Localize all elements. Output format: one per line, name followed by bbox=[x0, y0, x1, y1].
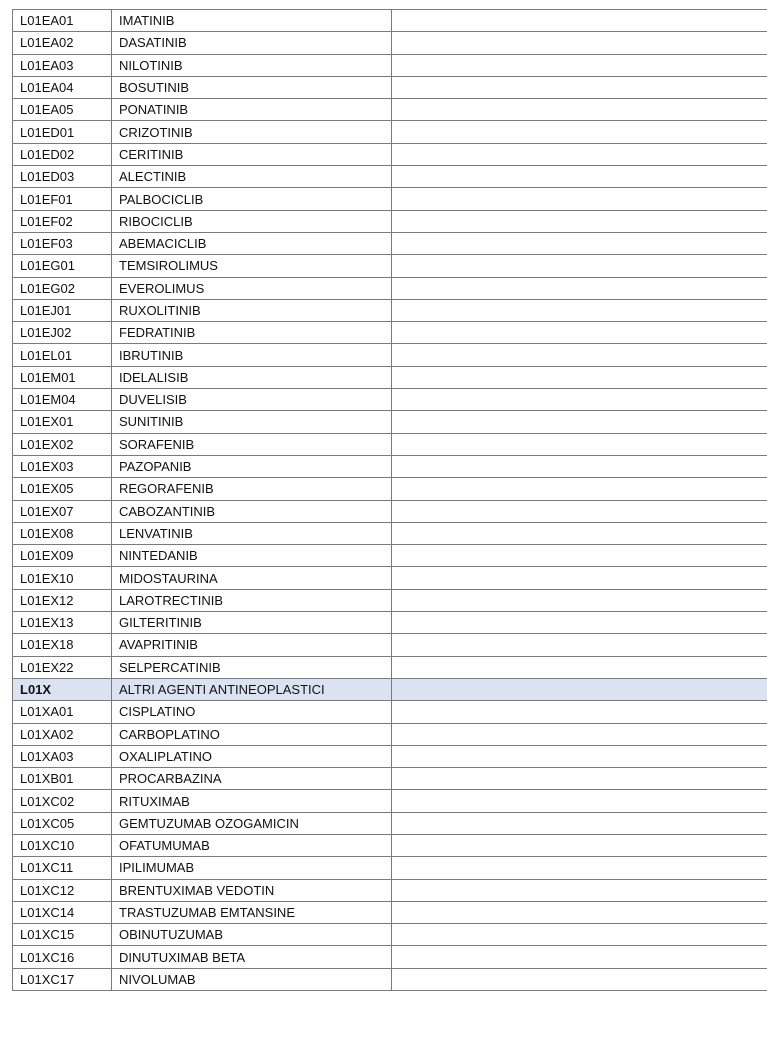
drug-name-cell: NILOTINIB bbox=[112, 54, 392, 76]
table-row bbox=[13, 232, 767, 254]
drug-name-cell: AVAPRITINIB bbox=[112, 634, 392, 656]
atc-code-cell: L01XC10 bbox=[13, 834, 112, 856]
table-row bbox=[13, 656, 767, 678]
table-row bbox=[13, 634, 767, 656]
atc-code-cell: L01EX12 bbox=[13, 589, 112, 611]
empty-cell bbox=[392, 834, 767, 856]
empty-cell bbox=[392, 634, 767, 656]
empty-cell bbox=[392, 678, 767, 700]
drug-name-cell: ALECTINIB bbox=[112, 166, 392, 188]
atc-code-cell: L01EF02 bbox=[13, 210, 112, 232]
drug-name-cell: PROCARBAZINA bbox=[112, 768, 392, 790]
drug-name-cell: RIBOCICLIB bbox=[112, 210, 392, 232]
empty-cell bbox=[392, 322, 767, 344]
atc-code-cell: L01EJ01 bbox=[13, 299, 112, 321]
table-row bbox=[13, 589, 767, 611]
table-row bbox=[13, 143, 767, 165]
atc-code-cell: L01EA01 bbox=[13, 10, 112, 32]
table-row bbox=[13, 857, 767, 879]
empty-cell bbox=[392, 478, 767, 500]
atc-code-cell: L01EA05 bbox=[13, 99, 112, 121]
drug-name-cell: OBINUTUZUMAB bbox=[112, 924, 392, 946]
atc-code-cell: L01XC02 bbox=[13, 790, 112, 812]
drug-name-cell: DINUTUXIMAB BETA bbox=[112, 946, 392, 968]
empty-cell bbox=[392, 500, 767, 522]
atc-code-cell: L01EL01 bbox=[13, 344, 112, 366]
atc-code-cell: L01EF03 bbox=[13, 232, 112, 254]
table-row bbox=[13, 545, 767, 567]
empty-cell bbox=[392, 344, 767, 366]
atc-code-cell: L01XC14 bbox=[13, 901, 112, 923]
drug-name-cell: SELPERCATINIB bbox=[112, 656, 392, 678]
atc-code-cell: L01EJ02 bbox=[13, 322, 112, 344]
empty-cell bbox=[392, 968, 767, 990]
table-row bbox=[13, 879, 767, 901]
drug-name-cell: GEMTUZUMAB OZOGAMICIN bbox=[112, 812, 392, 834]
empty-cell bbox=[392, 946, 767, 968]
empty-cell bbox=[392, 143, 767, 165]
empty-cell bbox=[392, 433, 767, 455]
atc-code-cell: L01ED01 bbox=[13, 121, 112, 143]
empty-cell bbox=[392, 901, 767, 923]
atc-code-cell: L01EG01 bbox=[13, 255, 112, 277]
table-row bbox=[13, 255, 767, 277]
drug-name-cell: PALBOCICLIB bbox=[112, 188, 392, 210]
drug-name-cell: CARBOPLATINO bbox=[112, 723, 392, 745]
drug-name-cell: PAZOPANIB bbox=[112, 455, 392, 477]
drug-name-cell: IPILIMUMAB bbox=[112, 857, 392, 879]
table-row bbox=[13, 54, 767, 76]
drug-name-cell: SORAFENIB bbox=[112, 433, 392, 455]
atc-code-cell: L01EX09 bbox=[13, 545, 112, 567]
empty-cell bbox=[392, 745, 767, 767]
empty-cell bbox=[392, 255, 767, 277]
table-row bbox=[13, 768, 767, 790]
atc-code-cell: L01XC16 bbox=[13, 946, 112, 968]
drug-name-cell: DUVELISIB bbox=[112, 389, 392, 411]
empty-cell bbox=[392, 723, 767, 745]
table-row bbox=[13, 455, 767, 477]
table-row bbox=[13, 10, 767, 32]
atc-code-cell: L01EX02 bbox=[13, 433, 112, 455]
drug-name-cell: BOSUTINIB bbox=[112, 76, 392, 98]
atc-code-cell: L01EX08 bbox=[13, 522, 112, 544]
atc-code-cell: L01XB01 bbox=[13, 768, 112, 790]
drug-name-cell: IMATINIB bbox=[112, 10, 392, 32]
atc-code-cell: L01EX18 bbox=[13, 634, 112, 656]
empty-cell bbox=[392, 99, 767, 121]
empty-cell bbox=[392, 32, 767, 54]
atc-code-cell: L01EX10 bbox=[13, 567, 112, 589]
table-row bbox=[13, 834, 767, 856]
drug-name-cell: CERITINIB bbox=[112, 143, 392, 165]
table-row bbox=[13, 210, 767, 232]
drug-name-cell: RUXOLITINIB bbox=[112, 299, 392, 321]
drug-name-cell: IBRUTINIB bbox=[112, 344, 392, 366]
drug-name-cell: OFATUMUMAB bbox=[112, 834, 392, 856]
empty-cell bbox=[392, 612, 767, 634]
empty-cell bbox=[392, 389, 767, 411]
table-row bbox=[13, 522, 767, 544]
empty-cell bbox=[392, 54, 767, 76]
drug-name-cell: PONATINIB bbox=[112, 99, 392, 121]
drug-name-cell: DASATINIB bbox=[112, 32, 392, 54]
table-row bbox=[13, 924, 767, 946]
drug-name-cell: TEMSIROLIMUS bbox=[112, 255, 392, 277]
drug-name-cell: NIVOLUMAB bbox=[112, 968, 392, 990]
table-row bbox=[13, 188, 767, 210]
atc-code-cell: L01ED02 bbox=[13, 143, 112, 165]
empty-cell bbox=[392, 924, 767, 946]
empty-cell bbox=[392, 701, 767, 723]
atc-code-cell: L01EX13 bbox=[13, 612, 112, 634]
drug-name-cell: NINTEDANIB bbox=[112, 545, 392, 567]
drug-name-cell: RITUXIMAB bbox=[112, 790, 392, 812]
table-row bbox=[13, 166, 767, 188]
table-row bbox=[13, 500, 767, 522]
atc-code-cell: L01XC05 bbox=[13, 812, 112, 834]
empty-cell bbox=[392, 567, 767, 589]
table-row bbox=[13, 723, 767, 745]
empty-cell bbox=[392, 210, 767, 232]
atc-code-cell: L01EA03 bbox=[13, 54, 112, 76]
atc-code-cell: L01EA04 bbox=[13, 76, 112, 98]
atc-code-cell: L01EF01 bbox=[13, 188, 112, 210]
empty-cell bbox=[392, 790, 767, 812]
atc-code-cell: L01EX01 bbox=[13, 411, 112, 433]
table-row bbox=[13, 121, 767, 143]
table-row bbox=[13, 478, 767, 500]
empty-cell bbox=[392, 232, 767, 254]
drug-name-cell: ABEMACICLIB bbox=[112, 232, 392, 254]
empty-cell bbox=[392, 166, 767, 188]
atc-code-cell: L01XA02 bbox=[13, 723, 112, 745]
atc-code-cell: L01EX22 bbox=[13, 656, 112, 678]
empty-cell bbox=[392, 812, 767, 834]
atc-code-cell: L01XA01 bbox=[13, 701, 112, 723]
empty-cell bbox=[392, 455, 767, 477]
drug-name-cell: FEDRATINIB bbox=[112, 322, 392, 344]
atc-code-cell: L01XA03 bbox=[13, 745, 112, 767]
empty-cell bbox=[392, 768, 767, 790]
atc-code-cell: L01ED03 bbox=[13, 166, 112, 188]
table-row bbox=[13, 433, 767, 455]
atc-code-cell: L01XC17 bbox=[13, 968, 112, 990]
drug-name-cell: TRASTUZUMAB EMTANSINE bbox=[112, 901, 392, 923]
empty-cell bbox=[392, 277, 767, 299]
table-row bbox=[13, 745, 767, 767]
group-header-row bbox=[13, 678, 767, 700]
table-row bbox=[13, 567, 767, 589]
atc-code-cell: L01X bbox=[13, 678, 112, 700]
drug-name-cell: SUNITINIB bbox=[112, 411, 392, 433]
atc-code-cell: L01XC15 bbox=[13, 924, 112, 946]
table-body bbox=[13, 10, 767, 991]
atc-drug-table bbox=[12, 9, 767, 991]
table-row bbox=[13, 901, 767, 923]
drug-name-cell: REGORAFENIB bbox=[112, 478, 392, 500]
table-row bbox=[13, 76, 767, 98]
table-row bbox=[13, 322, 767, 344]
table-row bbox=[13, 612, 767, 634]
atc-code-cell: L01EM01 bbox=[13, 366, 112, 388]
atc-code-cell: L01XC12 bbox=[13, 879, 112, 901]
table-row bbox=[13, 701, 767, 723]
atc-code-cell: L01EX03 bbox=[13, 455, 112, 477]
drug-name-cell: ALTRI AGENTI ANTINEOPLASTICI bbox=[112, 678, 392, 700]
atc-code-cell: L01EX05 bbox=[13, 478, 112, 500]
empty-cell bbox=[392, 522, 767, 544]
drug-name-cell: OXALIPLATINO bbox=[112, 745, 392, 767]
empty-cell bbox=[392, 10, 767, 32]
table-row bbox=[13, 968, 767, 990]
empty-cell bbox=[392, 545, 767, 567]
empty-cell bbox=[392, 857, 767, 879]
drug-name-cell: LENVATINIB bbox=[112, 522, 392, 544]
atc-code-cell: L01EA02 bbox=[13, 32, 112, 54]
empty-cell bbox=[392, 366, 767, 388]
empty-cell bbox=[392, 188, 767, 210]
table-row bbox=[13, 344, 767, 366]
table-row bbox=[13, 99, 767, 121]
empty-cell bbox=[392, 411, 767, 433]
drug-name-cell: GILTERITINIB bbox=[112, 612, 392, 634]
drug-name-cell: CISPLATINO bbox=[112, 701, 392, 723]
empty-cell bbox=[392, 121, 767, 143]
drug-name-cell: BRENTUXIMAB VEDOTIN bbox=[112, 879, 392, 901]
empty-cell bbox=[392, 76, 767, 98]
drug-name-cell: CABOZANTINIB bbox=[112, 500, 392, 522]
table-row bbox=[13, 32, 767, 54]
atc-code-cell: L01EG02 bbox=[13, 277, 112, 299]
atc-code-cell: L01XC11 bbox=[13, 857, 112, 879]
drug-name-cell: EVEROLIMUS bbox=[112, 277, 392, 299]
table-row bbox=[13, 790, 767, 812]
table-row bbox=[13, 411, 767, 433]
table-row bbox=[13, 946, 767, 968]
empty-cell bbox=[392, 299, 767, 321]
table-row bbox=[13, 277, 767, 299]
drug-name-cell: IDELALISIB bbox=[112, 366, 392, 388]
drug-name-cell: LAROTRECTINIB bbox=[112, 589, 392, 611]
atc-code-cell: L01EM04 bbox=[13, 389, 112, 411]
empty-cell bbox=[392, 879, 767, 901]
table-row bbox=[13, 389, 767, 411]
table-row bbox=[13, 299, 767, 321]
atc-code-cell: L01EX07 bbox=[13, 500, 112, 522]
table-row bbox=[13, 366, 767, 388]
drug-name-cell: MIDOSTAURINA bbox=[112, 567, 392, 589]
table-row bbox=[13, 812, 767, 834]
empty-cell bbox=[392, 656, 767, 678]
drug-name-cell: CRIZOTINIB bbox=[112, 121, 392, 143]
empty-cell bbox=[392, 589, 767, 611]
